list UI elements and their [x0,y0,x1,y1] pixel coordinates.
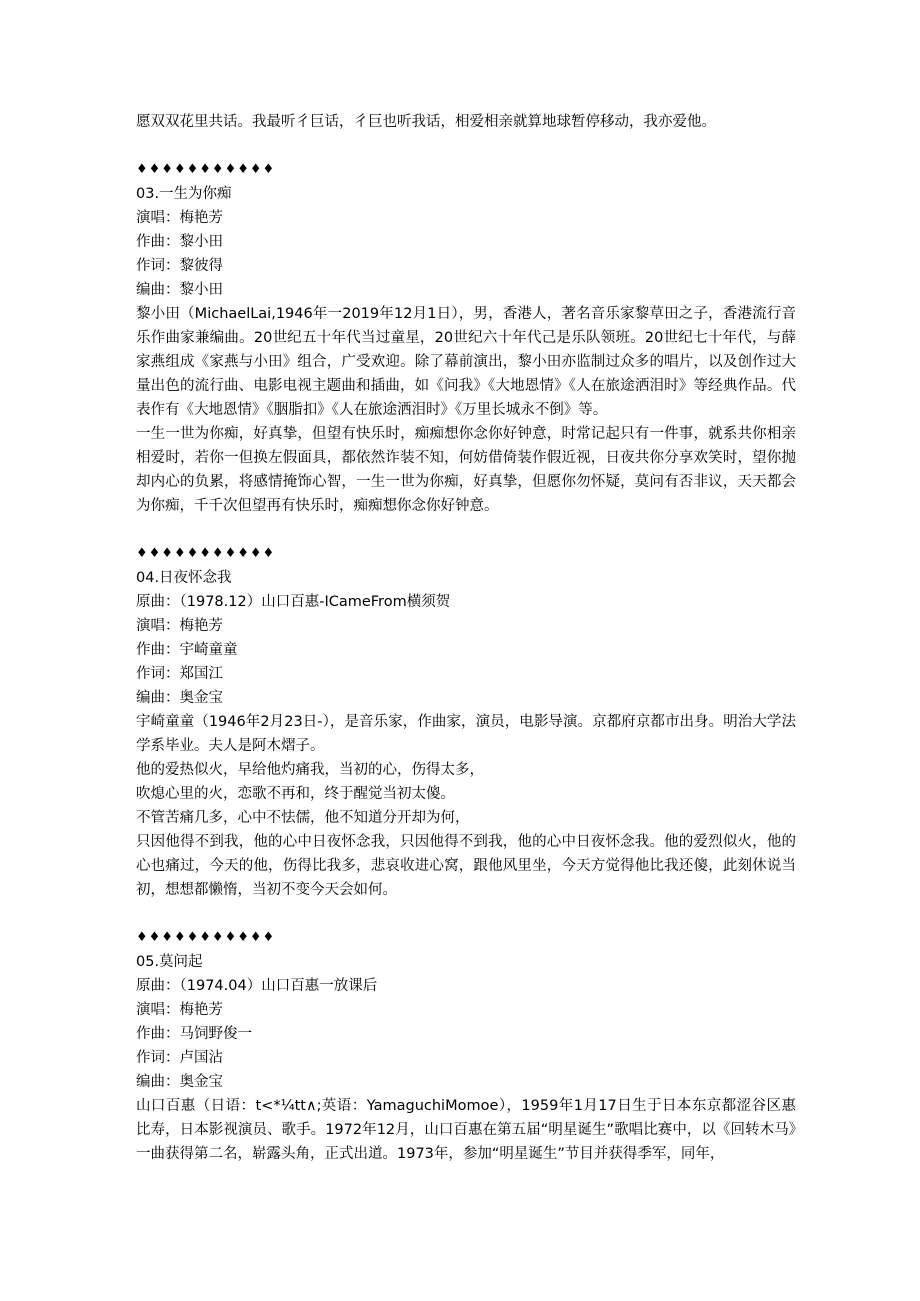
credit-line: 作曲：黎小田 [136,234,223,250]
bio-paragraph: 黎小田（MichaelLai,1946年一2019年12月1日），男，香港人，著名音乐家黎草田之子，香港流行音乐作曲家兼编曲。20世纪五十年代当过童星，20世纪六十年代己是乐队领班。20世纪七十年代，与薛家燕组成《家燕与小田》组合，广受欢迎。除了幕前演出，黎小田亦监制过众多的唱片，以及创作过大量出色的流行曲、电影电视主题曲和插曲，如《问我》《大地恩情》《人在旅途洒泪时》等经典作品。代表作有《大地恩情》《胭脂扣》《人在旅途洒泪时》《万里长城永不倒》等。 [136,306,796,418]
credit-line: 作曲：马饲野俊一 [136,1026,252,1042]
lyrics-paragraph: 一生一世为你痴，好真挚，但望有快乐时，痴痴想你念你好钟意，时常记起只有一件事，就系共你相亲相爱时，若你一但换左假面具，都依然诈装不知，何妨借倚装作假近视，日夜共你分享欢笑时，望你抛却内心的负累，将感情掩饰心智，一生一世为你痴，好真挚，但愿你勿怀疑，莫问有否非议，天天都会为你痴，千千次但望再有快乐时，痴痴想你念你好钟意。 [136,426,796,514]
song-title: 05.莫问起 [136,954,203,970]
credit-line: 作词：卢国沾 [136,1050,223,1066]
credit-line: 演唱：梅艳芳 [136,210,223,226]
lyrics-paragraph: 只因他得不到我，他的心中日夜怀念我，只因他得不到我，他的心中日夜怀念我。他的爱烈似火，他的心也痛过，今天的他，伤得比我多，悲哀收进心窝，跟他风里坐，今天方觉得他比我还傻，此刻休说当初，想想都懒惰，当初不变今天会如何。 [136,834,796,898]
credit-line: 作词：黎彼得 [136,258,223,274]
lyrics-line: 他的爱热似火，早给他灼痛我，当初的心，伤得太多， [136,762,484,778]
section-divider: ♦♦♦♦♦♦♦♦♦♦♦ [136,162,276,177]
credit-line: 原曲：（1974.04）山口百惠一放课后 [136,978,378,994]
section-divider: ♦♦♦♦♦♦♦♦♦♦♦ [136,546,276,561]
lyrics-line: 吹熄心里的火，恋歌不再和，终于醒觉当初太傻。 [136,786,455,802]
credit-line: 作曲：宇崎童童 [136,642,238,658]
bio-paragraph: 山口百惠（日语：t<*¼tt∧;英语：YamaguchiMomoe），1959年1月17日生于日本东京都涩谷区惠比寿，日本影视演员、歌手。1972年12月，山口百惠在第五届“明星诞生”歌唱比赛中，以《回转木马》一曲获得第二名，崭露头角，正式出道。1973年，参加“明星诞生”节目并获得季军，同年， [136,1098,796,1162]
credit-line: 编曲：奥金宝 [136,1074,223,1090]
section-03 [136,158,796,518]
credit-line: 编曲：奥金宝 [136,690,223,706]
bio-paragraph: 宇崎童童（1946年2月23日-），是音乐家，作曲家，演员，电影导演。京都府京都市出身。明治大学法学系毕业。夫人是阿木熠子。 [136,714,796,754]
song-title: 04.日夜怀念我 [136,570,232,586]
song-title: 03.一生为你痴 [136,186,232,202]
document-page [136,110,796,1166]
intro-paragraph: 愿双双花里共话。我最听彳巨话，彳巨也听我话，相爱相亲就算地球暂停移动，我亦爱他。 [136,114,716,130]
section-05 [136,926,796,1166]
section-divider: ♦♦♦♦♦♦♦♦♦♦♦ [136,930,276,945]
lyrics-line: 不管苦痛几多，心中不怯儒，他不知道分开却为何， [136,810,470,826]
credit-line: 演唱：梅艳芳 [136,618,223,634]
credit-line: 作词：郑国江 [136,666,223,682]
section-04 [136,542,796,902]
credit-line: 原曲：（1978.12）山口百惠-ICameFrom横须贺 [136,594,451,610]
credit-line: 编曲：黎小田 [136,282,223,298]
credit-line: 演唱：梅艳芳 [136,1002,223,1018]
